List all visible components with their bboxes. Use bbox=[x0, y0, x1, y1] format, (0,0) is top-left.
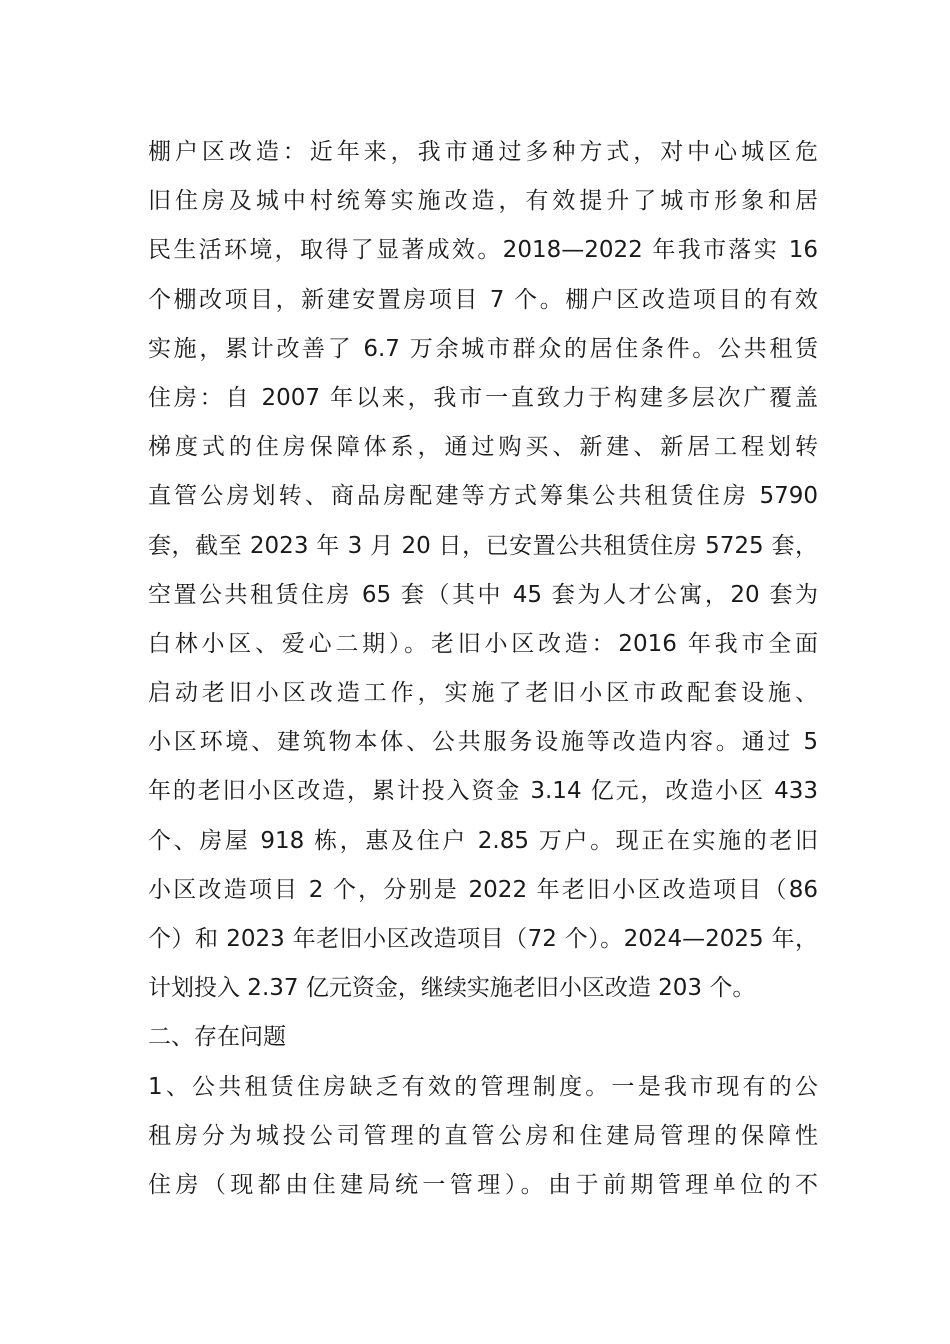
text-line: 旧住房及城中村统筹实施改造，有效提升了城市形象和居 bbox=[148, 188, 818, 215]
text-line: 住房：自 2007 年以来，我市一直致力于构建多层次广覆盖 bbox=[148, 384, 818, 411]
text-line: 梯度式的住房保障体系，通过购买、新建、新居工程划转 bbox=[148, 434, 818, 461]
text-line: 棚户区改造：近年来，我市通过多种方式，对中心城区危 bbox=[148, 139, 818, 165]
text-line: 个棚改项目，新建安置房项目 7 个。棚户区改造项目的有效 bbox=[148, 286, 818, 313]
text-line: 小区改造项目 2 个，分别是 2022 年老旧小区改造项目（86 bbox=[148, 876, 818, 903]
text-line: 直管公房划转、商品房配建等方式筹集公共租赁住房 5790 bbox=[148, 483, 818, 510]
body-text bbox=[148, 128, 818, 1210]
text-line: 租房分为城投公司管理的直管公房和住建局管理的保障性 bbox=[148, 1122, 818, 1149]
text-line: 民生活环境，取得了显著成效。2018—2022 年我市落实 16 bbox=[148, 237, 818, 264]
text-line: 住房（现都由住建局统一管理）。由于前期管理单位的不 bbox=[148, 1171, 818, 1198]
text-line: 空置公共租赁住房 65 套（其中 45 套为人才公寓，20 套为 bbox=[148, 581, 818, 608]
section-heading: 二、存在问题 bbox=[148, 1024, 286, 1051]
text-line: 个、房屋 918 栋，惠及住户 2.85 万户。现正在实施的老旧 bbox=[148, 827, 818, 854]
text-line: 套，截至 2023 年 3 月 20 日，已安置公共租赁住房 5725 套， bbox=[148, 532, 818, 559]
text-line: 小区环境、建筑物本体、公共服务设施等改造内容。通过 5 bbox=[148, 729, 818, 756]
text-line: 1、公共租赁住房缺乏有效的管理制度。一是我市现有的公 bbox=[148, 1073, 818, 1100]
text-line: 白林小区、爱心二期）。老旧小区改造：2016 年我市全面 bbox=[148, 630, 818, 657]
text-line: 年的老旧小区改造，累计投入资金 3.14 亿元，改造小区 433 bbox=[148, 778, 818, 805]
text-line: 实施，累计改善了 6.7 万余城市群众的居住条件。公共租赁 bbox=[148, 335, 818, 362]
text-line: 计划投入 2.37 亿元资金，继续实施老旧小区改造 203 个。 bbox=[148, 975, 756, 1002]
text-line: 个）和 2023 年老旧小区改造项目（72 个）。2024—2025 年， bbox=[148, 926, 818, 952]
text-line: 启动老旧小区改造工作，实施了老旧小区市政配套设施、 bbox=[148, 680, 818, 707]
